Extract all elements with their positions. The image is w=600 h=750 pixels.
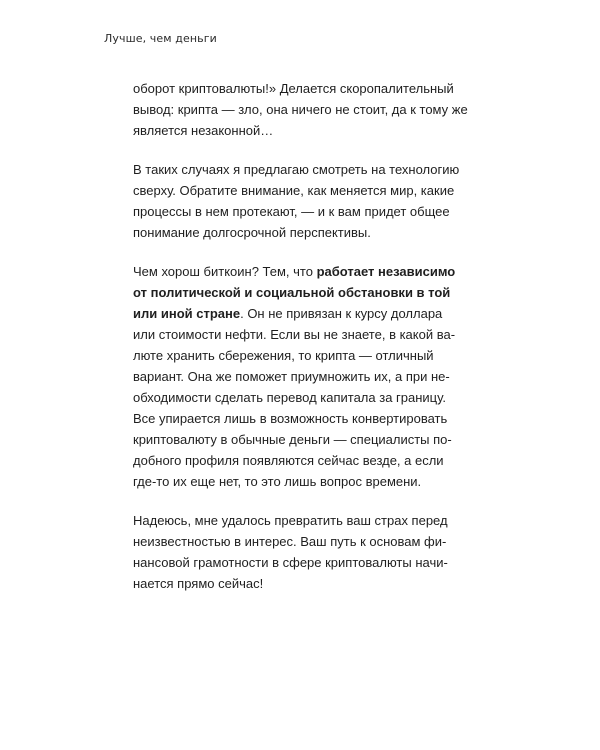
running-title: Лучше, чем деньги	[104, 32, 217, 45]
text-line: Все упирается лишь в возможность конвертировать	[133, 411, 448, 426]
text-line: или стоимости нефти. Если вы не знаете, в какой ва-	[133, 327, 456, 342]
running-header	[104, 32, 217, 45]
text-line: обходимости сделать перевод капитала за границу.	[133, 390, 446, 405]
text-line: вывод: крипта — зло, она ничего не стоит, да к тому же	[133, 102, 468, 117]
paragraph-3	[133, 261, 473, 492]
emphasis-text: работает независимо	[316, 264, 456, 279]
text-line	[133, 261, 473, 282]
text-run: Чем хорош биткоин? Тем, что	[133, 264, 317, 279]
text-line: неизвестностью в интерес. Ваш путь к основам фи-	[133, 534, 447, 549]
text-line: нается прямо сейчас!	[133, 576, 264, 591]
text-line: криптовалюту в обычные деньги — специалисты по-	[133, 432, 452, 447]
text-line: процессы в нем протекают, — и к вам придет общее	[133, 204, 450, 219]
text-line: сверху. Обратите внимание, как меняется мир, какие	[133, 183, 455, 198]
text-line: где-то их еще нет, то это лишь вопрос времени.	[133, 474, 422, 489]
text-line: оборот криптовалюты!» Делается скоропалительный	[133, 81, 454, 96]
text-line: нансовой грамотности в сфере криптовалюты начи-	[133, 555, 448, 570]
text-line: является незаконной…	[133, 123, 274, 138]
text-line: вариант. Она же поможет приумножить их, а при не-	[133, 369, 450, 384]
text-line: добного профиля появляются сейчас везде, а если	[133, 453, 444, 468]
text-run: . Он не привязан к курсу доллара	[240, 306, 443, 321]
text-line: понимание долгосрочной перспективы.	[133, 225, 371, 240]
text-line	[133, 303, 473, 324]
emphasis-text: или иной стране	[133, 306, 241, 321]
paragraph-2	[133, 159, 473, 243]
page-body	[133, 78, 473, 612]
text-line: В таких случаях я предлагаю смотреть на технологию	[133, 162, 460, 177]
text-line: люте хранить сбережения, то крипта — отличный	[133, 348, 434, 363]
emphasis-text: от политической и социальной обстановки в той	[133, 285, 451, 300]
paragraph-4	[133, 510, 473, 594]
text-line: Надеюсь, мне удалось превратить ваш страх перед	[133, 513, 448, 528]
paragraph-1	[133, 78, 473, 141]
